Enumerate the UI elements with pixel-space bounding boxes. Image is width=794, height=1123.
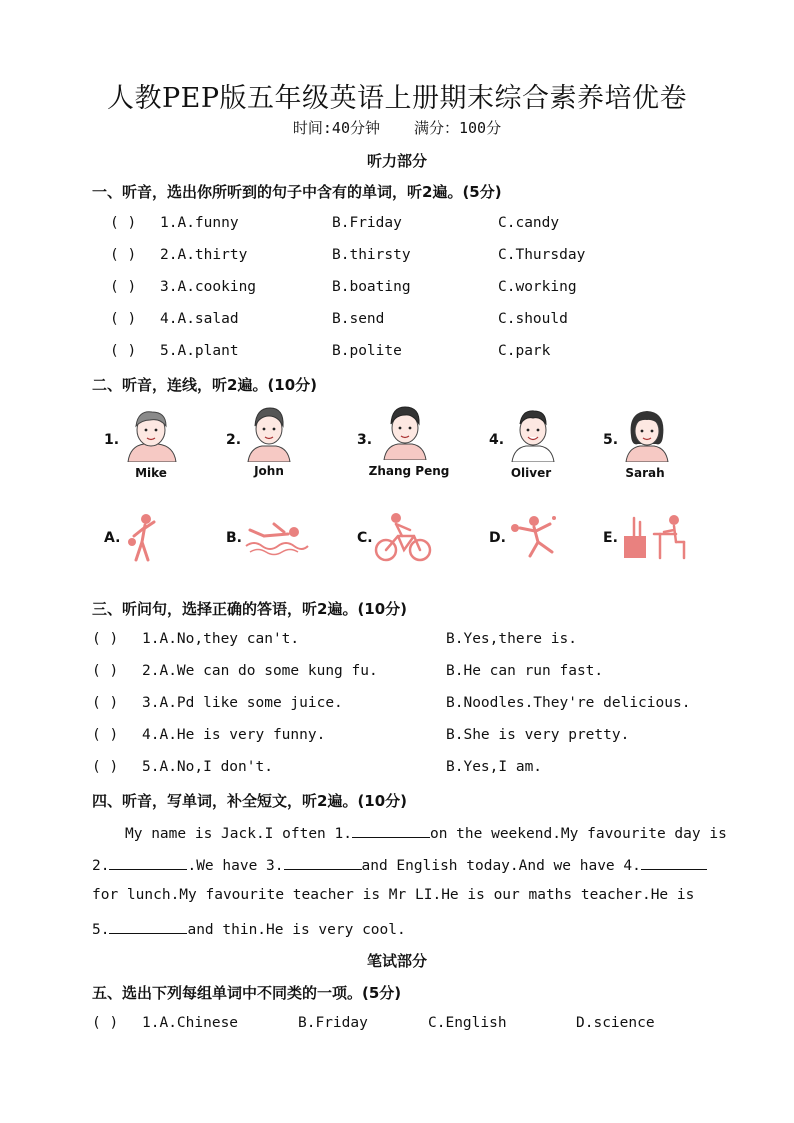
full-score: 满分：100分 (414, 119, 502, 137)
option-c: C.Thursday (498, 247, 586, 263)
person-number: 4. (489, 432, 505, 448)
answer-paren[interactable]: ( ) (110, 343, 137, 359)
person-name: Sarah (625, 466, 665, 480)
section-1-heading: 一、听音，选出你所听到的句子中含有的单词，听2遍。(5分) (92, 183, 502, 201)
exam-info (0, 117, 794, 138)
passage-text: and English today.And we have 4. (361, 858, 641, 874)
activity-letter: A. (104, 530, 121, 546)
option-b: B.Yes,there is. (446, 631, 577, 647)
option-c: C.candy (498, 215, 560, 231)
person-name: Zhang Peng (368, 464, 450, 478)
option-b: B.Friday (332, 215, 402, 231)
fill-blank-2[interactable] (109, 855, 187, 870)
person-number: 1. (104, 432, 120, 448)
section-4-heading: 四、听音，写单词，补全短文，听2遍。(10分) (92, 792, 408, 810)
option-b: B.thirsty (332, 247, 411, 263)
passage-line-3: for lunch.My favourite teacher is Mr LI.He is our maths teacher.He is (92, 887, 695, 903)
option-a: 2.A.We can do some kung fu. (142, 663, 378, 679)
section-2-heading: 二、听音，连线，听2遍。(10分) (92, 376, 318, 394)
girl-portrait-icon (622, 406, 672, 462)
option-c: C.should (498, 311, 568, 327)
option-b: B.send (332, 311, 385, 327)
answer-paren[interactable]: ( ) (92, 759, 119, 775)
passage-text: My name is Jack.I often 1. (125, 826, 352, 842)
page-title: 人教PEP版五年级英语上册期末综合素养培优卷 (106, 83, 688, 114)
swimmer-icon (244, 518, 310, 558)
person-name: John (254, 464, 284, 478)
person-name: Mike (135, 466, 167, 480)
option-a: 1.A.funny (160, 215, 239, 231)
reading-at-desk-icon (620, 512, 690, 560)
option-a: 3.A.Pd like some juice. (142, 695, 343, 711)
section-3-heading: 三、听问句，选择正确的答语，听2遍。(10分) (92, 600, 408, 618)
option-a: 1.A.Chinese (142, 1015, 239, 1031)
fill-blank-3[interactable] (284, 855, 362, 870)
option-a: 4.A.He is very funny. (142, 727, 326, 743)
passage-line-4 (92, 919, 406, 938)
activity-letter: E. (603, 530, 618, 546)
passage-text: on the weekend.My favourite day is (429, 826, 727, 842)
boy-portrait-icon (508, 406, 558, 462)
passage-line-2 (92, 855, 707, 874)
passage-text: 2. (92, 858, 110, 874)
answer-paren[interactable]: ( ) (92, 727, 119, 743)
answer-paren[interactable]: ( ) (110, 311, 137, 327)
ping-pong-player-icon (508, 512, 562, 560)
basketball-player-icon (124, 512, 164, 564)
option-a: 1.A.No,they can't. (142, 631, 300, 647)
activity-letter: B. (226, 530, 242, 546)
option-a: 5.A.No,I don't. (142, 759, 273, 775)
option-b: B.He can run fast. (446, 663, 604, 679)
fill-blank-5[interactable] (109, 919, 187, 934)
person-name: Oliver (510, 466, 552, 480)
section-5-heading: 五、选出下列每组单词中不同类的一项。(5分) (92, 984, 402, 1002)
option-b: B.She is very pretty. (446, 727, 630, 743)
person-number: 5. (603, 432, 619, 448)
boy-portrait-icon (244, 404, 294, 462)
answer-paren[interactable]: ( ) (92, 695, 119, 711)
option-a: 2.A.thirty (160, 247, 248, 263)
option-b: B.polite (332, 343, 402, 359)
option-a: 5.A.plant (160, 343, 239, 359)
writing-part-title: 笔试部分 (366, 952, 427, 970)
option-d: D.science (576, 1015, 655, 1031)
passage-text: and thin.He is very cool. (187, 922, 406, 938)
person-number: 2. (226, 432, 242, 448)
fill-blank-1[interactable] (352, 823, 430, 838)
passage-text: 5. (92, 922, 110, 938)
cyclist-icon (374, 510, 432, 564)
answer-paren[interactable]: ( ) (110, 215, 137, 231)
option-b: B.Friday (298, 1015, 368, 1031)
option-c: C.park (498, 343, 551, 359)
answer-paren[interactable]: ( ) (110, 247, 137, 263)
answer-paren[interactable]: ( ) (92, 1015, 119, 1031)
answer-paren[interactable]: ( ) (92, 631, 119, 647)
passage-line-1 (125, 823, 727, 842)
answer-paren[interactable]: ( ) (110, 279, 137, 295)
option-a: 3.A.cooking (160, 279, 257, 295)
person-number: 3. (357, 432, 373, 448)
option-b: B.boating (332, 279, 411, 295)
time-limit: 时间:40分钟 (292, 119, 380, 137)
answer-paren[interactable]: ( ) (92, 663, 119, 679)
fill-blank-4[interactable] (641, 855, 707, 870)
passage-text: .We have 3. (187, 858, 284, 874)
option-b: B.Noodles.They're delicious. (446, 695, 691, 711)
boy-portrait-icon (380, 404, 430, 460)
option-a: 4.A.salad (160, 311, 239, 327)
boy-portrait-icon (122, 406, 180, 462)
option-c: C.working (498, 279, 577, 295)
option-c: C.English (428, 1015, 507, 1031)
activity-letter: C. (357, 530, 373, 546)
activity-letter: D. (489, 530, 506, 546)
option-b: B.Yes,I am. (446, 759, 543, 775)
listening-part-title: 听力部分 (366, 152, 427, 170)
